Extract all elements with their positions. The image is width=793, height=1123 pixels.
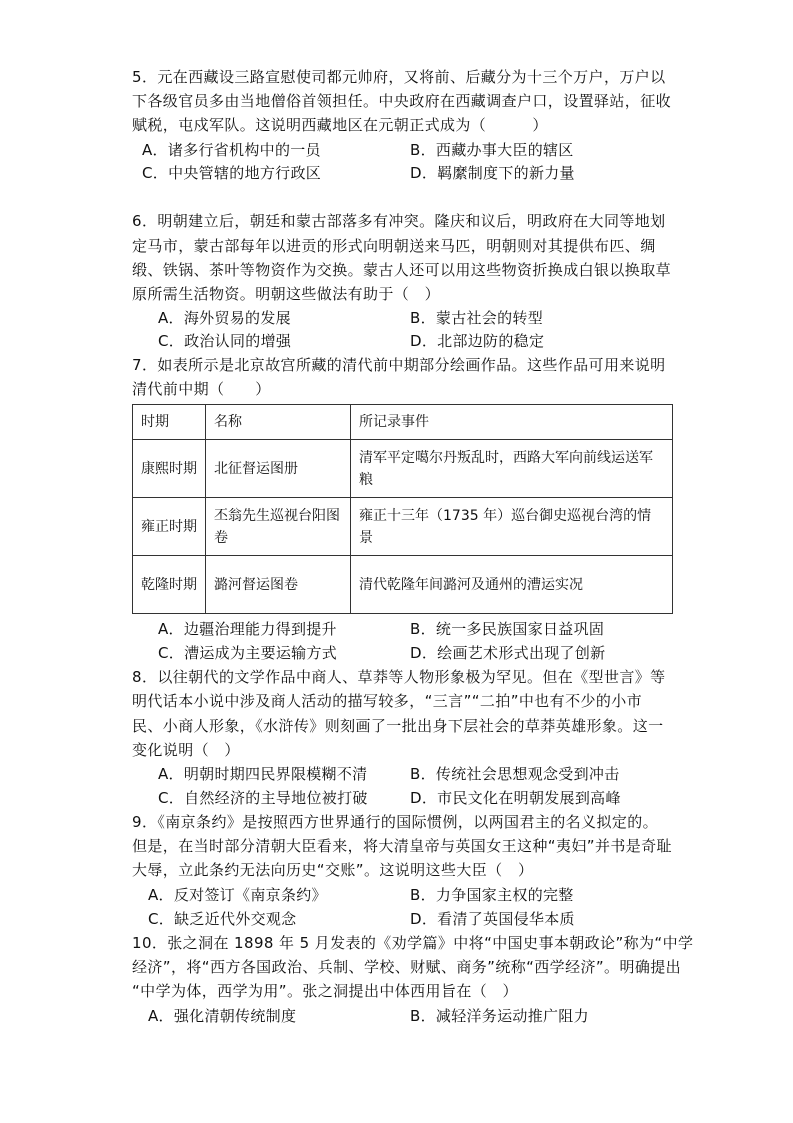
table-cell: 丕翁先生巡视台阳图卷 bbox=[206, 498, 351, 556]
table-cell: 北征督运图册 bbox=[206, 440, 351, 498]
table-cell: 雍正十三年（1735 年）巡台御史巡视台湾的情景 bbox=[351, 498, 673, 556]
question-9-option-c[interactable]: C．缺乏近代外交观念 bbox=[148, 910, 297, 928]
events-table bbox=[132, 404, 673, 614]
question-6-line-2: 定马市，蒙古部每年以进贡的形式向明朝送来马匹，明朝则对其提供布匹、绸 bbox=[132, 237, 656, 255]
table-cell: 清代乾隆年间潞河及通州的漕运实况 bbox=[351, 556, 673, 614]
question-7-option-b[interactable]: B．统一多民族国家日益巩固 bbox=[410, 620, 605, 638]
question-9-option-a[interactable]: A．反对签订《南京条约》 bbox=[148, 886, 327, 904]
question-9-line-1: 9．《南京条约》是按照西方世界通行的国际惯例，以两国君主的名义拟定的。 bbox=[132, 813, 659, 831]
question-5-option-d[interactable]: D．羁縻制度下的新力量 bbox=[410, 164, 575, 182]
question-8-line-3: 民、小商人形象，《水浒传》则刻画了一批出身下层社会的草莽英雄形象。这一 bbox=[132, 717, 664, 735]
question-8-line-2: 明代话本小说中涉及商人活动的描写较多，“三言”“二拍”中也有不少的小市 bbox=[132, 692, 643, 710]
question-5-option-b[interactable]: B．西藏办事大臣的辖区 bbox=[410, 141, 574, 159]
question-6-option-b[interactable]: B．蒙古社会的转型 bbox=[410, 309, 543, 327]
question-6-line-3: 缎、铁锅、茶叶等物资作为交换。蒙古人还可以用这些物资折换成白银以换取草 bbox=[132, 261, 672, 279]
table-cell: 雍正时期 bbox=[133, 498, 206, 556]
table-row bbox=[133, 556, 673, 614]
question-6-line-4: 原所需生活物资。明朝这些做法有助于（ ） bbox=[132, 285, 441, 303]
question-9-option-b[interactable]: B．力争国家主权的完整 bbox=[410, 886, 574, 904]
question-10-line-2: 经济”，将“西方各国政治、兵制、学校、财赋、商务”统称“西学经济”。明确提出 bbox=[132, 958, 682, 976]
table-header-row bbox=[133, 405, 673, 440]
question-5-line-3: 赋税，屯戍军队。这说明西藏地区在元朝正式成为（ ） bbox=[132, 116, 548, 134]
question-6-option-d[interactable]: D．北部边防的稳定 bbox=[410, 332, 545, 350]
table-cell: 乾隆时期 bbox=[133, 556, 206, 614]
table-cell: 清军平定噶尔丹叛乱时，西路大军向前线运送军粮 bbox=[351, 440, 673, 498]
question-6-option-a[interactable]: A．海外贸易的发展 bbox=[158, 309, 291, 327]
table-row bbox=[133, 440, 673, 498]
question-10-option-a[interactable]: A．强化清朝传统制度 bbox=[148, 1007, 297, 1025]
question-9-option-d[interactable]: D．看清了英国侵华本质 bbox=[410, 910, 575, 928]
question-7-line-2: 清代前中期（ ） bbox=[132, 380, 271, 398]
table-header-cell: 时期 bbox=[133, 405, 206, 440]
table-header-cell: 所记录事件 bbox=[351, 405, 673, 440]
question-6-option-c[interactable]: C．政治认同的增强 bbox=[158, 332, 292, 350]
question-10-line-1: 10．张之洞在 1898 年 5 月发表的《劝学篇》中将“中国史事本朝政论”称为“中学 bbox=[132, 934, 694, 952]
question-9-line-2: 但是，在当时部分清朝大臣看来，将大清皇帝与英国女王这种“夷妇”并书是奇耻 bbox=[132, 837, 672, 855]
question-10-option-b[interactable]: B．减轻洋务运动推广阻力 bbox=[410, 1007, 589, 1025]
table-cell: 康熙时期 bbox=[133, 440, 206, 498]
question-7-option-c[interactable]: C．漕运成为主要运输方式 bbox=[158, 644, 338, 662]
question-5-option-c[interactable]: C．中央管辖的地方行政区 bbox=[142, 164, 322, 182]
question-8-line-1: 8．以往朝代的文学作品中商人、草莽等人物形象极为罕见。但在《型世言》等 bbox=[132, 668, 666, 686]
question-8-option-b[interactable]: B．传统社会思想观念受到冲击 bbox=[410, 765, 620, 783]
question-6-line-1: 6．明朝建立后，朝廷和蒙古部落多有冲突。隆庆和议后，明政府在大同等地划 bbox=[132, 212, 666, 230]
table-header-cell: 名称 bbox=[206, 405, 351, 440]
question-10-line-3: “中学为体，西学为用”。张之洞提出中体西用旨在（ ） bbox=[132, 982, 518, 1000]
question-5-option-a[interactable]: A．诸多行省机构中的一员 bbox=[142, 141, 321, 159]
table-row bbox=[133, 498, 673, 556]
table-cell: 潞河督运图卷 bbox=[206, 556, 351, 614]
question-5-line-2: 下各级官员多由当地僧俗首领担任。中央政府在西藏调查户口，设置驿站，征收 bbox=[132, 92, 672, 110]
question-7-option-d[interactable]: D．绘画艺术形式出现了创新 bbox=[410, 644, 606, 662]
question-7-line-1: 7．如表所示是北京故宫所藏的清代前中期部分绘画作品。这些作品可用来说明 bbox=[132, 356, 666, 374]
question-9-line-3: 大辱，立此条约无法向历史“交账”。这说明这些大臣（ ） bbox=[132, 861, 534, 879]
question-8-option-a[interactable]: A．明朝时期四民界限模糊不清 bbox=[158, 765, 368, 783]
question-8-line-4: 变化说明（ ） bbox=[132, 741, 240, 759]
question-7-option-a[interactable]: A．边疆治理能力得到提升 bbox=[158, 620, 337, 638]
question-8-option-c[interactable]: C．自然经济的主导地位被打破 bbox=[158, 789, 368, 807]
question-8-option-d[interactable]: D．市民文化在明朝发展到高峰 bbox=[410, 789, 621, 807]
question-5-line-1: 5．元在西藏设三路宣慰使司都元帅府，又将前、后藏分为十三个万户，万户以 bbox=[132, 68, 666, 86]
